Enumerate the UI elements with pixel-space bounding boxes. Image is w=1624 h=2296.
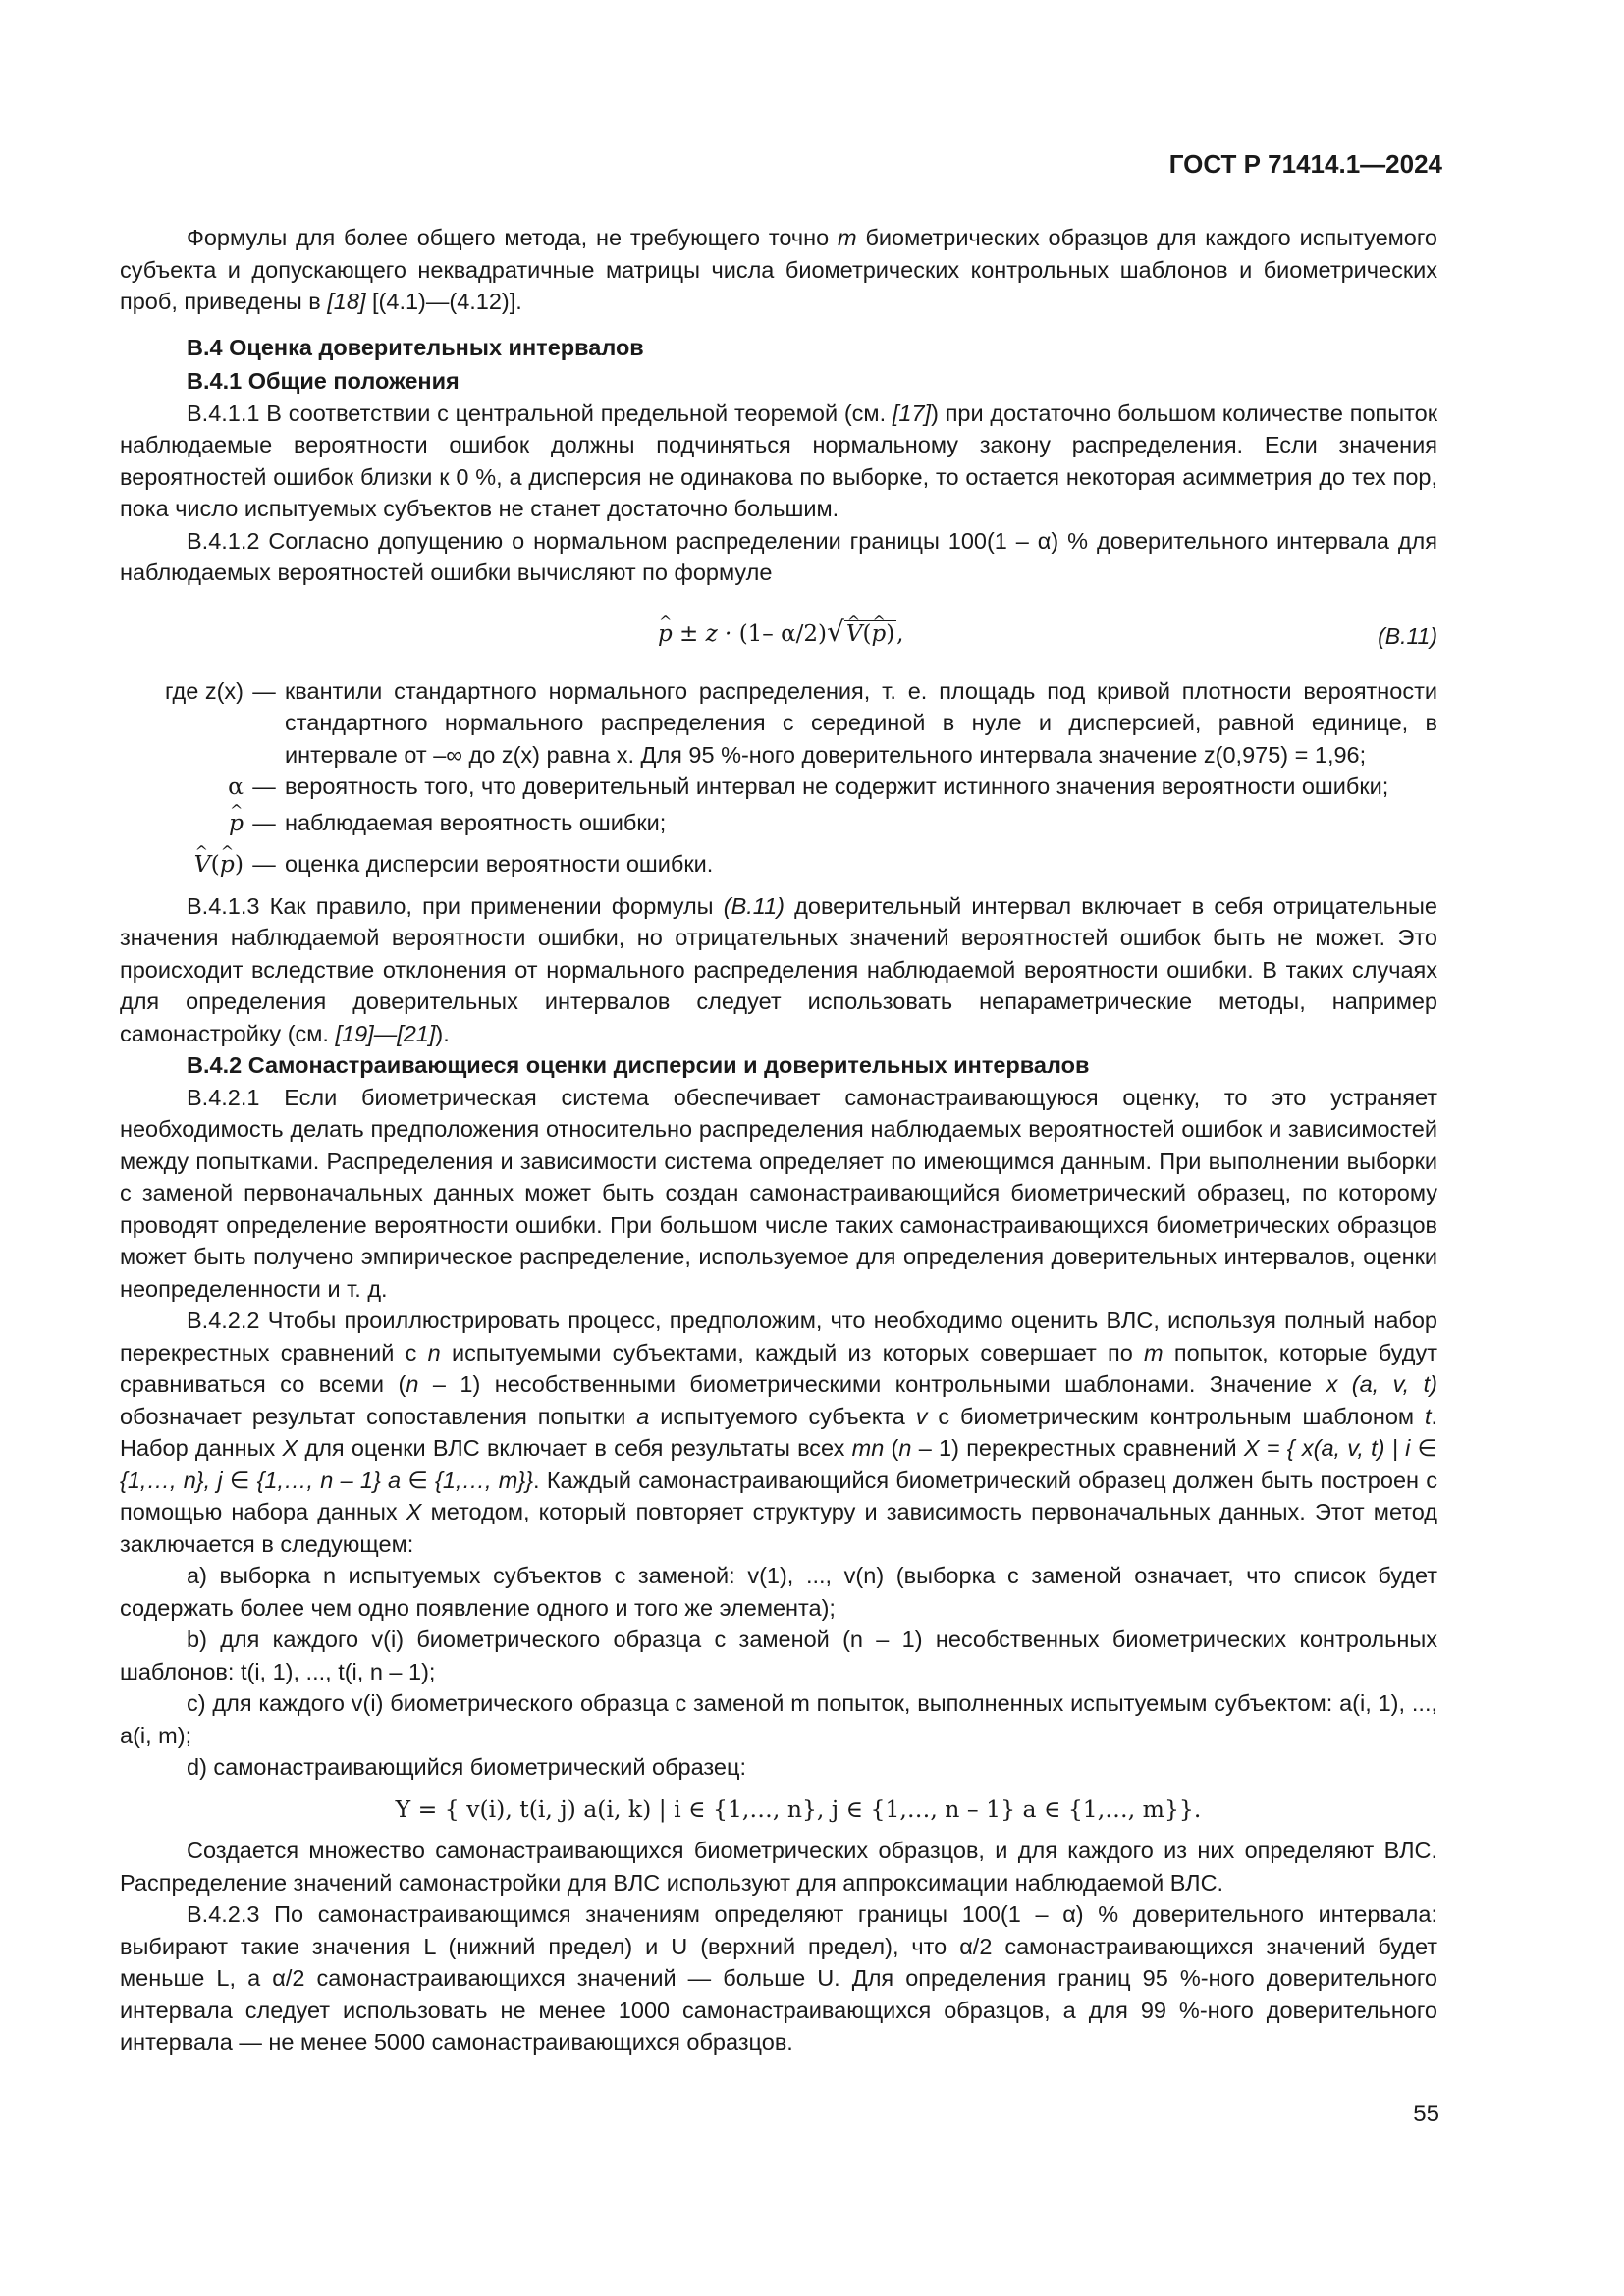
page-number: 55 [1413, 2101, 1439, 2127]
paragraph-b422: В.4.2.2 Чтобы проиллюстрировать процесс, предположим, что необходимо оценить ВЛС, используя полный набор перекрестных сравнений с n испытуемыми субъектами, каждый из которых совершает по m попыток, которые будут сравниваться со всеми (n – 1) несобственными биометрическими контрольными шаблонами. Значение x (a, v, t) обозначает результат сопоставления попытки a испытуемого субъекта v с биометрическим контрольным шаблоном t. Набор данных X для оценки ВЛС включает в себя результаты всех mn (n – 1) перекрестных сравнений X = { x(a, v, t) | i ∈ {1,…, n}, j ∈ {1,…, n – 1} a ∈ {1,…, m}}. Каждый самонастраивающийся биометрический образец должен быть построен с помощью набора данных X методом, который повторяет структуру и зависимость первоначальных данных. Этот метод заключается в следующем: [120, 1308, 1438, 1557]
paragraph-b411: В.4.1.1 В соответствии с центральной предельной теоремой (см. [17]) при достаточно большом количестве попыток наблюдаемые вероятности ошибок должны подчиняться нормальному закону распределения. Если значения вероятностей ошибок близки к 0 %, а дисперсия не одинакова по выборке, то остается некоторая асимметрия до тех пор, пока число испытуемых субъектов не станет достаточно большим. [120, 400, 1437, 521]
list-item-d: d) самонастраивающийся биометрический образец: [187, 1754, 746, 1780]
formula-bootstrap-set: Y = { v(i), t(i, j) a(i, k) | i ∈ {1,…, n}, j ∈ {1,…, n – 1} a ∈ {1,…, m}}. [395, 1794, 1202, 1823]
formula-b11 [120, 603, 1437, 667]
paragraph-b423: В.4.2.3 По самонастраивающимся значениям определяют границы 100(1 – α) % доверительного интервала: выбирают такие значения L (нижний предел) и U (верхний предел), что α/2 самонастраивающихся значений будет меньше L, а α/2 самонастраивающихся значений — больше U. Для определения границ 95 %-ного доверительного интервала следует использовать не менее 1000 самонастраивающихся образцов, а для 99 %-ного доверительного интервала — не менее 5000 самонастраивающихся образцов. [120, 1901, 1437, 2055]
definition-item: ^ V(^ p) — оценка дисперсии вероятности ошибки. [120, 848, 1437, 881]
paragraph-b412: В.4.1.2 Согласно допущению о нормальном распределении границы 100(1 – α) % доверительного интервала для наблюдаемых вероятностей ошибки вычисляют по формуле [120, 527, 1437, 585]
formula-expression: ^ p ± z · (1– α/2)√^ V(^ p), [658, 616, 903, 651]
section-heading-b4: В.4 Оценка доверительных интервалов [187, 334, 644, 360]
definition-item: ^ p — наблюдаемая вероятность ошибки; [120, 807, 1437, 839]
section-heading-b42: В.4.2 Самонастраивающиеся оценки дисперсии и доверительных интервалов [187, 1052, 1090, 1078]
definition-item: где z(x) — квантили стандартного нормального распределения, т. е. площадь под кривой плотности вероятности стандартного нормального распределения с серединой в нуле и дисперсией, равной единице, в интервале от –∞ до z(x) равна x. Для 95 %-ного доверительного интервала значение z(0,975) = 1,96; [165, 677, 1437, 768]
definition-item: α — вероятность того, что доверительный интервал не содержит истинного значения вероятности ошибки; [228, 773, 1389, 800]
paragraph-bootstrap-summary: Создается множество самонастраивающихся биометрических образцов, и для каждого из них определяют ВЛС. Распределение значений самонастройки для ВЛС используют для аппроксимации наблюдаемой ВЛС. [120, 1838, 1437, 1896]
page-body [120, 222, 1437, 2058]
list-item-a: a) выборка n испытуемых субъектов с заменой: v(1), ..., v(n) (выборка с заменой означает, что список будет содержать более чем одно появление одного и того же элемента); [120, 1563, 1437, 1621]
section-heading-b41: В.4.1 Общие положения [187, 368, 460, 394]
paragraph-b421: В.4.2.1 Если биометрическая система обеспечивает самонастраивающуюся оценку, то это устраняет необходимость делать предположения относительно распределения наблюдаемых вероятностей ошибок и зависимостей между попытками. Распределения и зависимости система определяет по имеющимся данным. При выполнении выборки с заменой первоначальных данных может быть создан самонастраивающийся биометрический образец, по которому проводят определение вероятности ошибки. При большом числе таких самонастраивающихся биометрических образцов может быть получено эмпирическое распределение, используемое для определения доверительных интервалов, оценки неопределенности и т. д. [120, 1084, 1437, 1302]
intro-paragraph: Формулы для более общего метода, не требующего точно m биометрических образцов для каждого испытуемого субъекта и допускающего неквадратичные матрицы числа биометрических контрольных шаблонов и биометрических проб, приведены в [18] [(4.1)—(4.12)]. [120, 225, 1437, 314]
formula-number: (В.11) [1378, 622, 1437, 649]
definitions-list [120, 675, 1437, 881]
list-item-c: c) для каждого v(i) биометрического образца с заменой m попыток, выполненных испытуемым субъектом: a(i, 1), ..., a(i, m); [120, 1690, 1437, 1748]
document-header: ГОСТ Р 71414.1—2024 [1168, 149, 1442, 179]
paragraph-b413: В.4.1.3 Как правило, при применении формулы (В.11) доверительный интервал включает в себя отрицательные значения наблюдаемой вероятности ошибки, но отрицательных значений вероятностей ошибок быть не может. Это происходит вследствие отклонения от нормального распределения наблюдаемой вероятности ошибки. В таких случаях для определения доверительных интервалов следует использовать непараметрические методы, например самонастройку (см. [19]—[21]). [120, 892, 1437, 1046]
list-item-b: b) для каждого v(i) биометрического образца с заменой (n – 1) несобственных биометрических контрольных шаблонов: t(i, 1), ..., t(i, n – 1); [120, 1627, 1437, 1684]
